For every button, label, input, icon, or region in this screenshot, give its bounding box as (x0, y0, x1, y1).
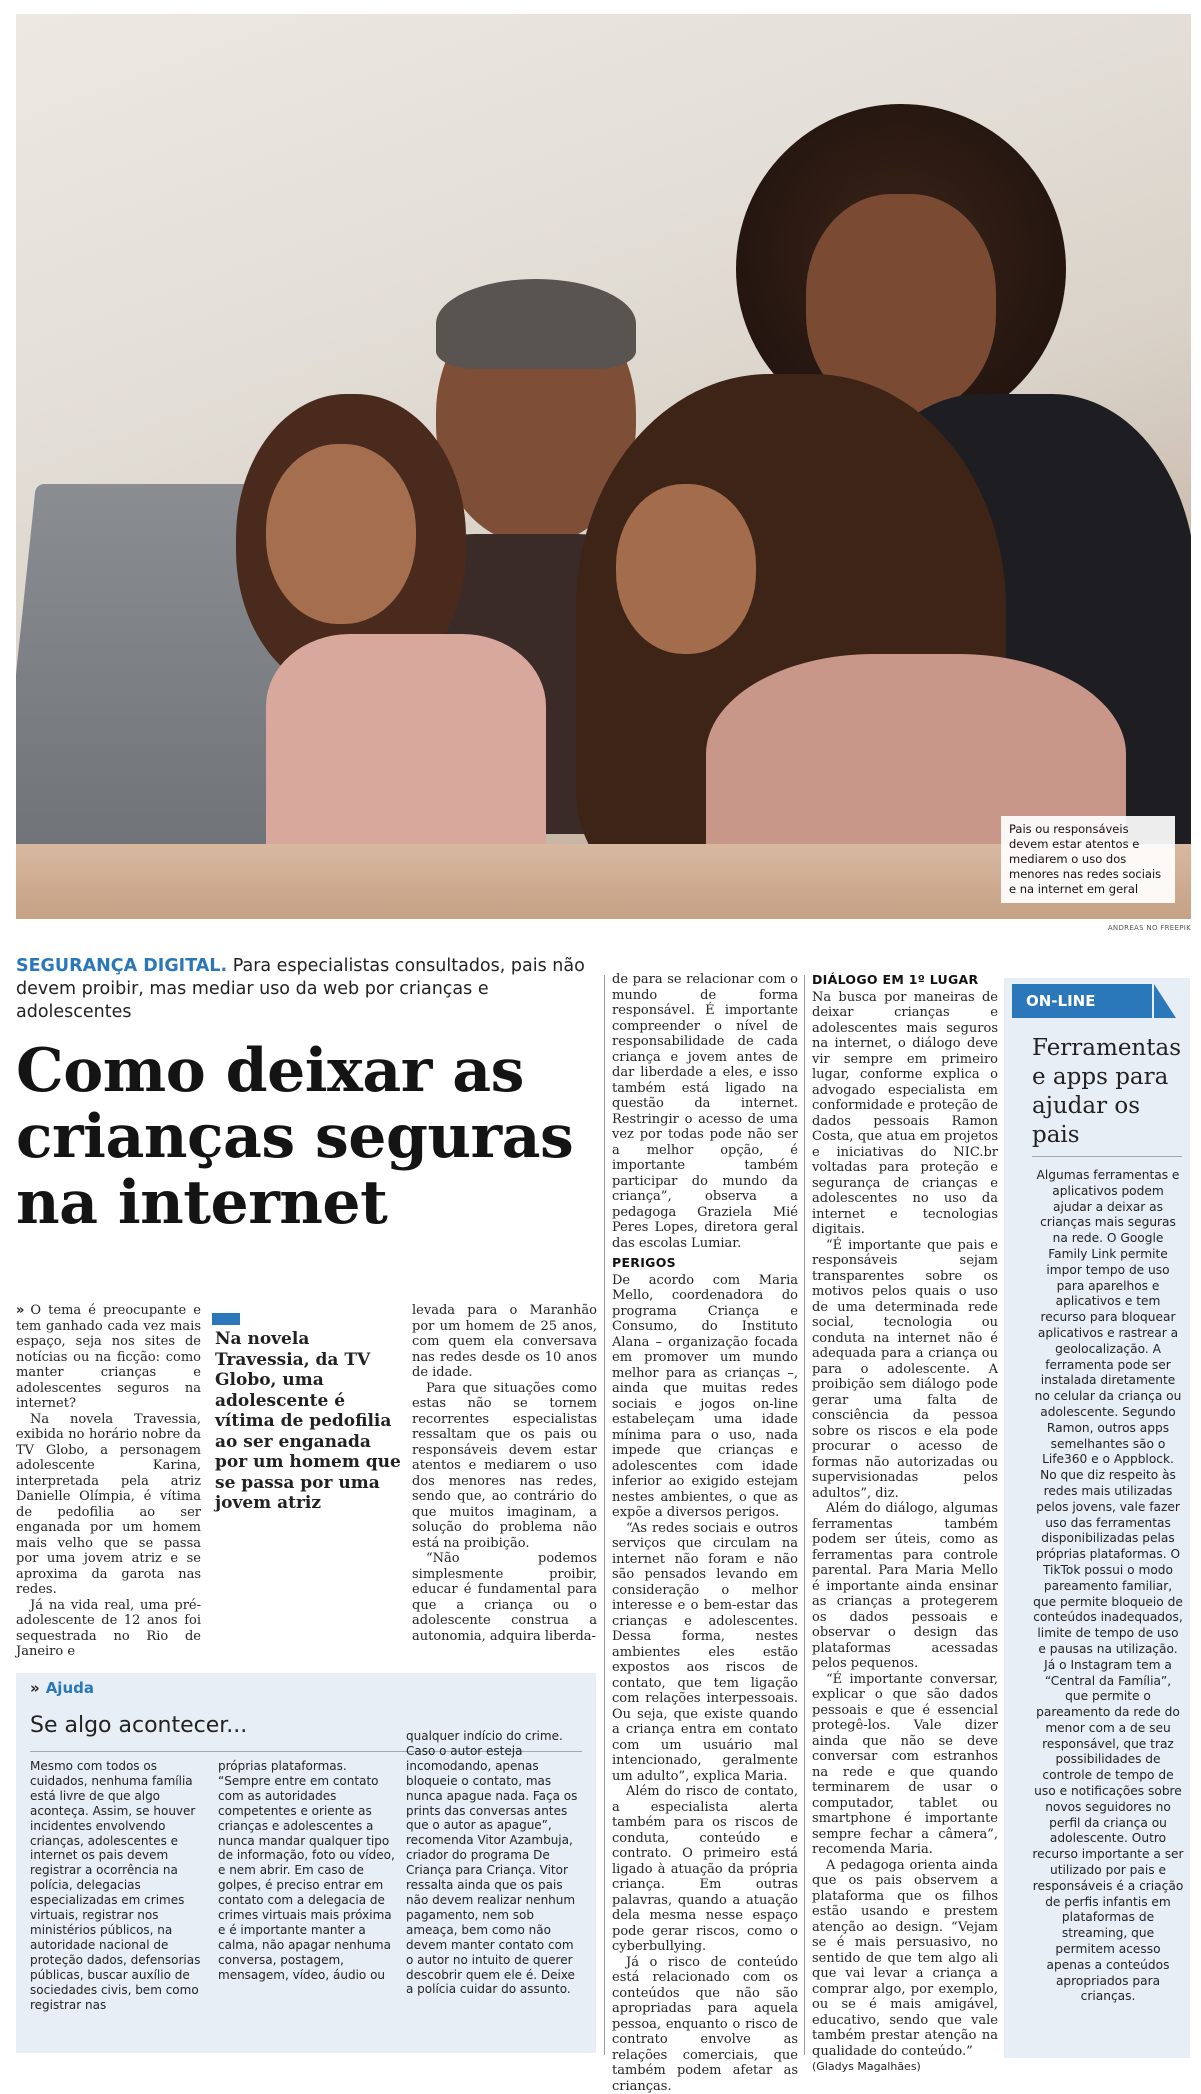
help-box (16, 1673, 596, 2053)
help-box-header (30, 1679, 94, 1697)
kicker-text: Para especialistas consultados, pais não devem proibir, mas mediar uso da web por crianças e adolescentes (16, 956, 585, 1022)
paragraph: “As redes sociais e outros serviços que circulam na internet não foram e não são pensados levando em consideração o melhor interesse e o bem-estar das crianças e adolescentes. Dessa forma, nestes ambientes eles estão expostos aos riscos de contato, que tem ligação com relações interpessoais. Ou seja, que existe quando a criança entra em contato com um usuário mal intencionado, geralmente um adulto”, explica Maria. (612, 1521, 798, 1785)
headline: Como deixar as crianças seguras na internet (16, 1038, 606, 1236)
paragraph: Para que situações como estas não se tornem recorrentes especialistas ressaltam que os pais ou responsáveis devem estar atentos e mediarem o uso dos menores nas redes, sendo que, ao contrário do que muitos imaginam, a solução do problema não está na proibição. (412, 1381, 597, 1552)
paragraph: A pedagoga orienta ainda que os pais observem a plataforma que os filhos estão usando e prestem atenção ao design. “Vejam se é mais persuasivo, no sentido de que tem algo ali que vai levar a criança a comprar algo, por exemplo, ou se é mais amigável, educativo, sendo que vale também prestar atenção na qualidade do conteúdo.” (812, 1858, 998, 2060)
help-box-title: Se algo acontecer... (30, 1713, 247, 1738)
tag-stripe (1154, 984, 1176, 1018)
subheading-perigos: PERIGOS (612, 1255, 798, 1271)
paragraph: de para se relacionar com o mundo de forma responsável. É importante compreender o nível de responsabilidade de cada criança e jovem antes de dar liberdade a eles, e isso também está ligado na questão da internet. Restringir o acesso de uma vez por todas pode não ser a melhor opção, é importante também participar do mundo da criança”, observa a pedagoga Graziela Mié Peres Lopes, diretora geral das escolas Lumiar. (612, 972, 798, 1251)
photo-caption: Pais ou responsáveis devem estar atentos e mediarem o uso dos menores nas redes sociais e na internet em geral (1001, 816, 1175, 903)
paragraph: Além do diálogo, algumas ferramentas também podem ser úteis, como as ferramentas para controle parental. Para Maria Mello é importante ainda ensinar as crianças a protegerem os dados pessoais e observar o design das plataformas acessadas pelos pequenos. (812, 1501, 998, 1672)
paragraph: De acordo com Maria Mello, coordenadora do programa Criança e Consumo, do Instituto Alana – organização focada em promover um mundo melhor para as crianças –, ainda que muitas redes sociais e jogos on-line estabeleçam uma idade mínima para o uso, nada impede que crianças e adolescentes com idade inferior ao exigido estejam nestes ambientes, o que as expõe a diversos perigos. (612, 1273, 798, 1521)
online-body: Algumas ferramentas e aplicativos podem ajudar a deixar as crianças mais seguras na rede. O Google Family Link permite impor tempo de uso para aparelhos e aplicativos e tem recurso para bloquear aplicativos e rastrear a geolocalização. A ferramenta pode ser instalada diretamente no celular da criança ou adolescente. Segundo Ramon, outros apps semelhantes são o Life360 e o Appblock. No que diz respeito às redes mais utilizadas pelos jovens, vale fazer uso das ferramentas disponibilizadas pelas próprias plataformas. O TikTok possui o modo pareamento familiar, que permite bloqueio de conteúdos inadequados, limite de tempo de uso e pausas na utilização. Já o Instagram tem a “Central da Família”, que permite o pareamento da rede do menor com a de seu responsável, que traz possibilidades de controle de tempo de uso e notificações sobre novos seguidores no perfil da criança ou adolescente. Outro recurso importante a ser utilizado por pais e responsáveis é a criação de perfis infantis em plataformas de streaming, que permitem acesso apenas a conteúdos apropriados para crianças. (1032, 1168, 1184, 2005)
paragraph: Na busca por maneiras de deixar crianças e adolescentes mais seguros na internet, o diálogo deve vir sempre em primeiro lugar, conforme explica o advogado especialista em conformidade e proteção de dados pessoais Ramon Costa, que atua em projetos e iniciativas do NIC.br voltadas para proteção e segurança de crianças e adolescentes no uso da internet e tecnologias digitais. (812, 990, 998, 1238)
paragraph: Já na vida real, uma pré-adolescente de 12 anos foi sequestrada no Rio de Janeiro e (16, 1598, 201, 1660)
help-box-column-3: qualquer indício do crime. Caso o autor esteja incomodando, apenas bloqueie o contato, mas nunca apague nada. Faça os prints das conversas antes que o autor as apague”, recomenda Vitor Azambuja, criador do programa De Criança para Criança. Vitor ressalta ainda que os pais não devem realizar nenhum pagamento, nem sob ameaça, bem como não devem manter contato com o autor no intuito de querer descobrir quem ele é. Deixe a polícia cuidar do assunto. (406, 1729, 584, 1997)
family-photo (16, 14, 1191, 919)
online-tag: ON-LINE (1012, 984, 1152, 1018)
pull-quote-text: Na novela Travessia, da TV Globo, uma adolescente é vítima de pedofilia ao ser enganada por um homem que se passa por uma jovem atriz (215, 1329, 403, 1514)
column-divider (804, 975, 805, 2055)
photo-credit: ANDREAS NO FREEPIK (1108, 924, 1191, 932)
article-column-3 (612, 972, 798, 2094)
kicker (16, 955, 601, 1024)
paragraph: “É importante que pais e responsáveis sejam transparentes sobre os motivos pelos quais o uso de uma determinada rede social, tecnologia ou conduta na internet não é adequada para a criança ou para o adolescente. A proibição sem diálogo pode gerar uma falta de consciência da pessoa sobre os riscos e ela pode procurar o acesso de formas não autorizadas ou supervisionadas pelos adultos”, diz. (812, 1238, 998, 1502)
accent-bar (212, 1313, 240, 1325)
paragraph: O tema é preocupante e tem ganhado cada vez mais espaço, seja nos sites de notícias ou na ficção: como manter crianças e adolescentes seguros na internet? (16, 1303, 201, 1411)
chevron-right-icon: » (16, 1303, 24, 1318)
online-sidebar (1004, 978, 1190, 2058)
paragraph: Na novela Travessia, exibida no horário nobre da TV Globo, a personagem adolescente Karina, interpretada pela atriz Danielle Olímpia, é vítima de pedofilia ao ser enganada por um homem mais velho que se passa por uma jovem atriz e se aproxima da garota nas redes. (16, 1412, 201, 1598)
paragraph: “É importante conversar, explicar o que são dados pessoais e que é essencial protegê-los. Vale dizer ainda que não se deve conversar com estranhos na rede e que quando terminarem de usar o computador, tablet ou smartphone é importante sempre fechar a câmera”, recomenda Maria. (812, 1672, 998, 1858)
online-title: Ferramentas e apps para ajudar os pais (1032, 1034, 1184, 1150)
article-column-1 (16, 1303, 201, 1660)
author-signature: (Gladys Magalhães) (812, 2059, 998, 2075)
help-box-column-2: próprias plataformas. “Sempre entre em contato com as autoridades competentes e oriente as crianças e adolescentes a nunca mandar qualquer tipo de informação, foto ou vídeo, e nem abrir. Em caso de golpes, é preciso entrar em contato com a delegacia de crimes virtuais mais próxima e é importante manter a calma, não apagar nenhuma conversa, postagem, mensagem, vídeo, áudio ou (218, 1759, 396, 1983)
column-divider (604, 975, 605, 2055)
help-box-column-1: Mesmo com todos os cuidados, nenhuma família está livre de que algo aconteça. Assim, se houver incidentes envolvendo crianças, adolescentes e internet os pais devem registrar a ocorrência na polícia, delegacias especializadas em crimes virtuais, registrar nos ministérios públicos, na autoridade nacional de proteção dados, defensorias públicas, buscar auxílio de sociedades civis, bem como registrar nas (30, 1759, 208, 2012)
paragraph: “Não podemos simplesmente proibir, educar é fundamental para que a criança ou o adolescente construa a autonomia, adquira liberda- (412, 1551, 597, 1644)
divider (1032, 1156, 1182, 1157)
subheading-dialogo: DIÁLOGO EM 1º LUGAR (812, 972, 998, 988)
paragraph: levada para o Maranhão por um homem de 25 anos, com quem ela conversava nas redes desde os 10 anos de idade. (412, 1303, 597, 1381)
paragraph: Além do risco de contato, a especialista alerta também para os riscos de conduta, conteúdo e contrato. O primeiro está ligado à atuação da própria criança. Em outras palavras, quando a atuação dela mesma nesse espaço pode gerar riscos, como o cyberbullying. (612, 1784, 798, 1955)
section-tag: SEGURANÇA DIGITAL. (16, 956, 227, 976)
paragraph: Já o risco de conteúdo está relacionado com os conteúdos que não são apropriadas para aquela pessoa, enquanto o risco de contrato envolve as relações comerciais, que também podem afetar as crianças. (612, 1955, 798, 2094)
chevron-right-icon: » (30, 1679, 40, 1697)
article-column-2 (412, 1303, 597, 1644)
help-box-label: Ajuda (46, 1679, 94, 1697)
pull-quote (215, 1313, 403, 1514)
article-column-4 (812, 972, 998, 2075)
